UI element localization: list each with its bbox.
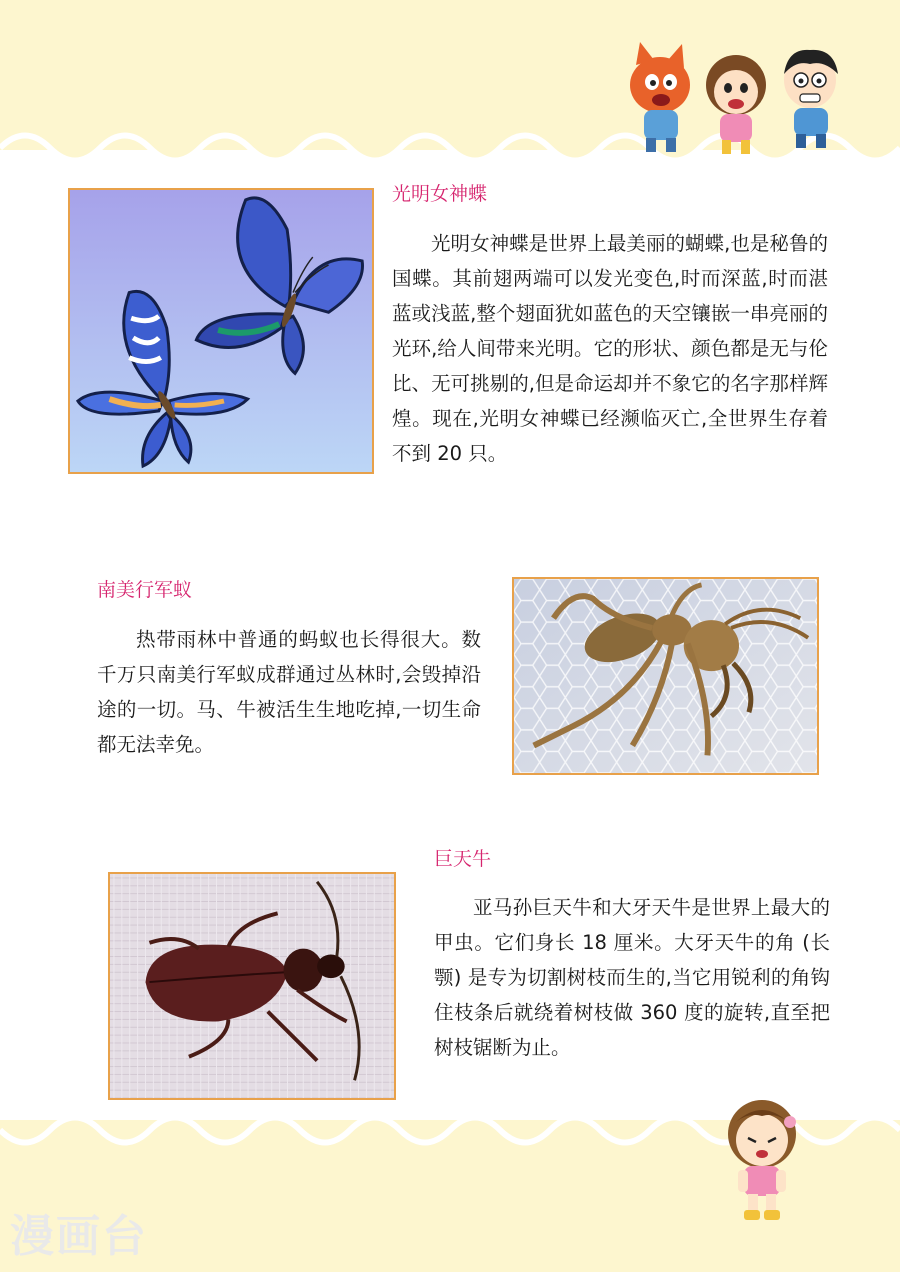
section-text-army-ant: 热带雨林中普通的蚂蚁也长得很大。数千万只南美行军蚁成群通过丛林时,会毁掉沿途的一切。马、牛被活生生地吃掉,一切生命都无法幸免。	[97, 628, 481, 756]
section-text-butterfly: 光明女神蝶是世界上最美丽的蝴蝶,也是秘鲁的国蝶。其前翅两端可以发光变色,时而深蓝,时而湛蓝或浅蓝,整个翅面犹如蓝色的天空镶嵌一串亮丽的光环,给人间带来光明。它的形状、颜色都是无与伦比、无可挑剔的,但是命运却并不象它的名字那样辉煌。现在,光明女神蝶已经濒临灭亡,全世界生存着不到 20 只。	[392, 232, 828, 465]
section-title-army-ant: 南美行军蚁	[97, 579, 193, 601]
cartoon-characters-illustration	[618, 40, 850, 158]
army-ant-photo	[512, 577, 819, 775]
cartoon-girl-illustration	[716, 1098, 808, 1222]
butterfly-photo	[68, 188, 374, 474]
section-title-butterfly: 光明女神蝶	[392, 183, 488, 205]
section-title-giant-beetle: 巨天牛	[434, 848, 492, 870]
watermark: 漫画台	[10, 1211, 148, 1262]
section-text-giant-beetle: 亚马孙巨天牛和大牙天牛是世界上最大的甲虫。它们身长 18 厘米。大牙天牛的角 (长颚) 是专为切割树枝而生的,当它用锐利的角钩住枝条后就绕着树枝做 360 度的旋转,直至把树枝锯断为止。	[434, 896, 830, 1059]
giant-beetle-photo	[108, 872, 396, 1100]
